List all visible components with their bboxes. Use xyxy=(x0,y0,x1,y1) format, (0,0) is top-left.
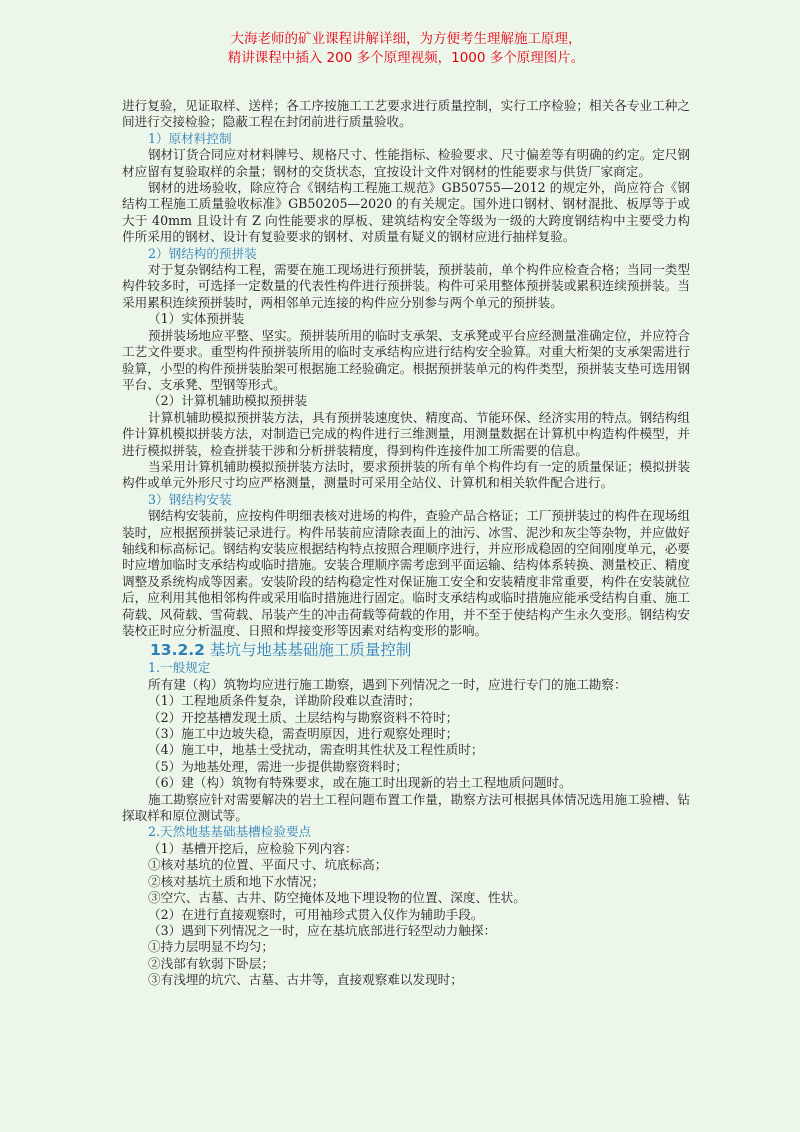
section-number: 13.2.2 xyxy=(150,641,205,660)
paragraph: （4）施工中，地基土受扰动，需查明其性状及工程性质时； xyxy=(148,742,484,758)
paragraph: ①持力层明显不均匀； xyxy=(148,939,274,955)
subsection-heading: 3）钢结构安装 xyxy=(148,491,232,507)
section-heading xyxy=(150,640,690,660)
paragraph: 钢材订货合同应对材料牌号、规格尺寸、性能指标、检验要求、尺寸偏差等有明确的约定。定尺钢材应留有复验取样的余量；钢材的交货状态，宜按设计文件对钢材的性能要求与供货厂家商定。 xyxy=(122,147,690,179)
document-body xyxy=(122,98,690,989)
paragraph: （1）实体预拼装 xyxy=(148,311,245,327)
subsection-heading: 2）钢结构的预拼装 xyxy=(148,245,257,261)
subsection-heading: 2.天然地基基础基槽检验要点 xyxy=(148,824,312,840)
section-title: 基坑与地基基础施工质量控制 xyxy=(209,641,412,660)
subsection-heading: 1.一般规定 xyxy=(148,660,211,676)
paragraph: （2）开挖基槽发现土质、土层结构与勘察资料不符时； xyxy=(148,709,459,725)
subsection-heading: 1）原材料控制 xyxy=(148,130,232,146)
paragraph: 预拼装场地应平整、坚实。预拼装所用的临时支承架、支承凳或平台应经测量准确定位，并应符合工艺文件要求。重型构件预拼装所用的临时支承结构应进行结构安全验算。对重大桁架的支承架需进行验算，小型的构件预拼装胎架可根据施工经验确定。根据预拼装单元的构件类型，预拼装支垫可选用钢平台、支承凳、型钢等形式。 xyxy=(122,327,690,392)
paragraph: （3）施工中边坡失稳，需查明原因，进行观察处理时； xyxy=(148,726,459,742)
paragraph: ①核对基坑的位置、平面尺寸、坑底标高； xyxy=(148,857,388,873)
paragraph: 钢材的进场验收，除应符合《钢结构工程施工规范》GB50755—2012 的规定外，尚应符合《钢结构工程施工质量验收标准》GB50205—2020 的有关规定。国外进口钢材、钢材混批、板厚等于或大于 40mm 且设计有 Z 向性能要求的厚板、建筑结构安全等级为一级的大跨度钢结构中主要受力构件所采用的钢材、设计有复验要求的钢材、对质量有疑义的钢材应进行抽样复验。 xyxy=(122,180,690,245)
paragraph: ②浅部有软弱下卧层； xyxy=(148,955,274,971)
paragraph: 计算机辅助模拟预拼装方法，具有预拼装速度快、精度高、节能环保、经济实用的特点。钢结构组件计算机模拟拼装方法，对制造已完成的构件进行三维测量，用测量数据在计算机中构造构件模型，并进行模拟拼装，检查拼装干涉和分析拼装精度，得到构件连接件加工所需要的信息。 xyxy=(122,409,690,458)
paragraph: 进行复验，见证取样、送样；各工序按施工工艺要求进行质量控制，实行工序检验；相关各专业工种之间进行交接检验；隐蔽工程在封闭前进行质量验收。 xyxy=(122,98,690,130)
paragraph: 施工勘察应针对需要解决的岩土工程问题布置工作量，勘察方法可根据具体情况选用施工验槽、钻探取样和原位测试等。 xyxy=(122,791,690,824)
paragraph: ②核对基坑土质和地下水情况； xyxy=(148,873,325,889)
paragraph: 所有建（构）筑物均应进行施工勘察，遇到下列情况之一时，应进行专门的施工勘察： xyxy=(148,676,627,692)
paragraph: ③空穴、古墓、古井、防空掩体及地下埋设物的位置、深度、性状。 xyxy=(148,890,526,906)
banner-line-2: 精讲课程中插入 200 多个原理视频，1000 多个原理图片。 xyxy=(227,50,585,66)
paragraph: 钢结构安装前，应按构件明细表核对进场的构件，查验产品合格证；工厂预拼装过的构件在现场组装时，应根据预拼装记录进行。构件吊装前应清除表面上的油污、冰雪、泥沙和灰尘等杂物，并应做好轴线和标高标记。钢结构安装应根据结构特点按照合理顺序进行，并应形成稳固的空间刚度单元，必要时应增加临时支承结构或临时措施。安装合理顺序需考虑到平面运输、结构体系转换、测量校正、精度调整及系统构成等因素。安装阶段的结构稳定性对保证施工安全和安装精度非常重要，构件在安装就位后，应利用其他相邻构件或采用临时措施进行固定。临时支承结构或临时措施应能承受结构自重、施工荷载、风荷载、雪荷载、吊装产生的冲击荷载等荷载的作用，并不至于使结构产生永久变形。钢结构安装校正时应分析温度、日照和焊接变形等因素对结构变形的影响。 xyxy=(122,508,690,638)
paragraph: （5）为地基处理，需进一步提供勘察资料时； xyxy=(148,758,408,774)
paragraph: （3）遇到下列情况之一时，应在基坑底部进行轻型动力触探： xyxy=(148,922,497,938)
paragraph: 当采用计算机辅助模拟预拼装方法时，要求预拼装的所有单个构件均有一定的质量保证；模拟拼装构件或单元外形尺寸均应严格测量，测量时可采用全站仪、计算机和相关软件配合进行。 xyxy=(122,458,690,491)
paragraph: （1）工程地质条件复杂，详勘阶段难以查清时； xyxy=(148,693,421,709)
paragraph: ③有浅埋的坑穴、古墓、古井等，直接观察难以发现时； xyxy=(148,972,463,988)
paragraph: （1）基槽开挖后，应检验下列内容： xyxy=(148,840,358,856)
paragraph: （2）在进行直接观察时，可用袖珍式贯入仪作为辅助手段。 xyxy=(148,906,484,922)
paragraph: 对于复杂钢结构工程，需要在施工现场进行预拼装，预拼装前，单个构件应检查合格；当同一类型构件较多时，可选择一定数量的代表性构件进行预拼装。构件可采用整体预拼装或累积连续预拼装。当采用累积连续预拼装时，两相邻单元连接的构件应分别参与两个单元的预拼装。 xyxy=(122,262,690,310)
paragraph: （2）计算机辅助模拟预拼装 xyxy=(148,393,308,409)
banner-line-1: 大海老师的矿业课程讲解详细，为方便考生理解施工原理， xyxy=(230,31,582,47)
paragraph: （6）建（构）筑物有特殊要求，或在施工时出现新的岩土工程地质问题时。 xyxy=(148,775,572,791)
promo-banner xyxy=(122,30,690,68)
